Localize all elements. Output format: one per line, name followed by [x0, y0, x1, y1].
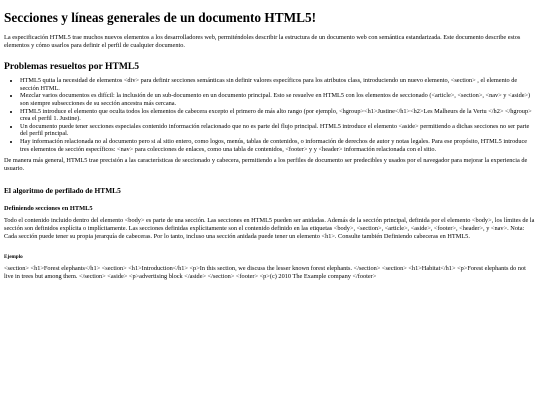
example-paragraph: <section> <h1>Forest elephants</h1> <section> <h1>Introduction</h1> <p>In this section, we discuss the lesser known forest elephants. </section> <section> <h1>Habitat</h1> <p>Forest elephants do not live in trees but among them. </section> <aside> <p>advertising block </aside> </section> <footer> <p>(c) 2010 The Example company </footer>	[4, 265, 526, 280]
defining-sections-heading: Definiendo secciones en HTML5	[4, 205, 93, 213]
list-item: • Un documento puede tener secciones especiales contenido información relacionado que no es parte del flujo principal. HTML5 introduce el elemento <aside> permitiendo a dichas secciones no ser parte del perfil principal.	[20, 123, 536, 138]
problems-heading: Problemas resueltos por HTML5	[4, 61, 140, 73]
page-title: Secciones y líneas generales de un documento HTML5!	[4, 10, 317, 25]
example-heading: Ejemplo	[4, 254, 23, 261]
algorithm-heading: El algoritmo de perfilado de HTML5	[4, 186, 121, 196]
intro-paragraph: La especificación HTML5 trae muchos nuevos elementos a los desarrolladores web, permiténdoles describir la estructura de un documento web con semántica estandarizada. Este documento describe estos elementos y cómo usarlos para definir el perfil de cualquier documento.	[4, 34, 521, 49]
list-item: • HTML5 quita la necesidad de elementos <div> para definir secciones semánticas sin definir valores específicos para los atributos class, introduciendo un nuevo elemento, <section> , el elemento de sección HTML.	[20, 77, 536, 92]
problems-list	[4, 77, 536, 153]
summary-paragraph: De manera más general, HTML5 trae precisión a las características de seccionado y cabecera, permitiendo a los perfiles de documento ser predecibles y usados por el navegador para mejorar la experiencia de usuario.	[4, 157, 528, 172]
defining-sections-paragraph: Todo el contenido incluido dentro del elemento <body> es parte de una sección. Las secciones en HTML5 pueden ser anidadas. Además de la sección principal, definida por el elemento <body>, los límites de la sección son definidos explícita o implícitamente. Las secciones definidas explícitamente son el contenido definido en las etiquetas <body>, <section>, <article>, <aside>, <footer>, <header>, y <nav>. Nota: Cada sección puede tener su propia jerarquía de cabeceras. Por lo tanto, incluso una sección anidada puede tener un elemento <h1>. Consulte también Definiendo cabeceras en HTML5.	[4, 217, 535, 240]
list-item: • Mezclar varios documentos es difícil: la inclusión de un sub-documento en un documento principal. Esto se resuelve en HTML5 con los elementos de seccionado (<article>, <section>, <nav> y <aside>) son siempre subsecciones de su sección ancestra más cercana.	[20, 92, 536, 107]
list-item: • HTML5 introduce el elemento que oculta todos los elementos de cabecera excepto el primero de más alto rango (por ejemplo, <hgroup><h1>Justine</h1><h2>Les Malheurs de la Vertu </h2> </hgroup> crea el perfil 1. Justine).	[20, 108, 536, 123]
list-item: • Hay información relacionada no al documento pero si al sitio entero, como logos, menús, tablas de contenidos, o información de derechos de autor y notas legales. Para ese propósito, HTML5 introduce tres elementos de sección específicos: <nav> para colecciones de enlaces, como una tabla de contenidos, <footer> y y <header> información relacionada con el sitio.	[20, 138, 536, 153]
